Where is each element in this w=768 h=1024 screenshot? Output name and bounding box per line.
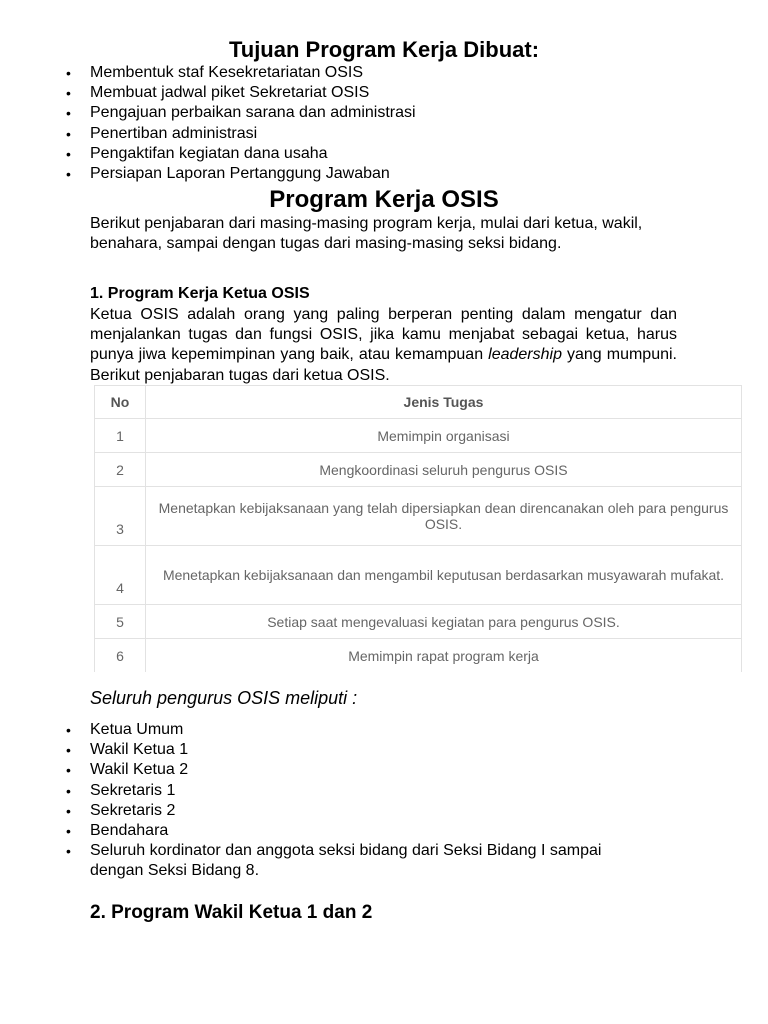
row-number: 2 (95, 453, 146, 487)
section2-heading: 2. Program Wakil Ketua 1 dan 2 (90, 902, 373, 923)
table-row (95, 605, 742, 639)
list-item: • Sekretaris 1 (66, 781, 666, 801)
row-number: 1 (95, 419, 146, 453)
list-item: • Persiapan Laporan Pertanggung Jawaban (66, 164, 666, 184)
tasks-table (94, 385, 742, 672)
members-heading: Seluruh pengurus OSIS meliputi : (90, 688, 358, 708)
members-list (66, 720, 666, 882)
table-row (95, 419, 742, 453)
list-item: • Bendahara (66, 821, 666, 841)
list-item: • Wakil Ketua 1 (66, 740, 666, 760)
column-header-no: No (95, 386, 146, 419)
table-row (95, 639, 742, 673)
row-number: 6 (95, 639, 146, 673)
intro-paragraph: Berikut penjabaran dari masing-masing program kerja, mulai dari ketua, wakil, benahara, sampai dengan tugas dari masing-masing seksi bidang. (90, 215, 643, 253)
table-row (95, 487, 742, 546)
paragraph-emphasis: leadership (488, 346, 562, 364)
table-header-row (95, 386, 742, 419)
table-row (95, 546, 742, 605)
list-item: • Seluruh kordinator dan anggota seksi bidang dari Seksi Bidang I sampai dengan Seksi Bidang 8. (66, 841, 645, 881)
section1-paragraph (90, 305, 677, 386)
goals-list (66, 63, 666, 184)
list-item: • Pengaktifan kegiatan dana usaha (66, 144, 666, 164)
row-task: Memimpin organisasi (146, 419, 742, 453)
table-row (95, 453, 742, 487)
list-item: • Sekretaris 2 (66, 801, 666, 821)
program-title: Program Kerja OSIS (269, 186, 499, 213)
list-item: • Ketua Umum (66, 720, 666, 740)
row-number: 5 (95, 605, 146, 639)
section1-heading: 1. Program Kerja Ketua OSIS (90, 285, 310, 302)
row-task: Setiap saat mengevaluasi kegiatan para pengurus OSIS. (146, 605, 742, 639)
goals-title: Tujuan Program Kerja Dibuat: (228, 37, 540, 62)
paragraph-text: yang mumpuni. Berikut penjabaran tugas dari ketua OSIS. (90, 346, 677, 384)
row-task: Menetapkan kebijaksanaan yang telah dipersiapkan dean direncanakan oleh para pengurus OSIS. (146, 487, 742, 546)
list-item: • Membuat jadwal piket Sekretariat OSIS (66, 83, 666, 103)
list-item: • Pengajuan perbaikan sarana dan administrasi (66, 103, 666, 123)
row-task: Menetapkan kebijaksanaan dan mengambil keputusan berdasarkan musyawarah mufakat. (146, 546, 742, 605)
list-item: • Penertiban administrasi (66, 124, 666, 144)
list-item: • Membentuk staf Kesekretariatan OSIS (66, 63, 666, 83)
column-header-task: Jenis Tugas (146, 386, 742, 419)
row-task: Memimpin rapat program kerja (146, 639, 742, 673)
list-item: • Wakil Ketua 2 (66, 760, 666, 780)
row-number: 4 (95, 546, 146, 605)
paragraph-text: Ketua OSIS adalah orang yang paling berperan penting dalam mengatur dan menjalankan tugas dan fungsi OSIS, jika kamu menjabat sebagai ketua, harus punya jiwa kepemimpinan yang baik, atau kemampuan (90, 306, 677, 364)
row-number: 3 (95, 487, 146, 546)
row-task: Mengkoordinasi seluruh pengurus OSIS (146, 453, 742, 487)
